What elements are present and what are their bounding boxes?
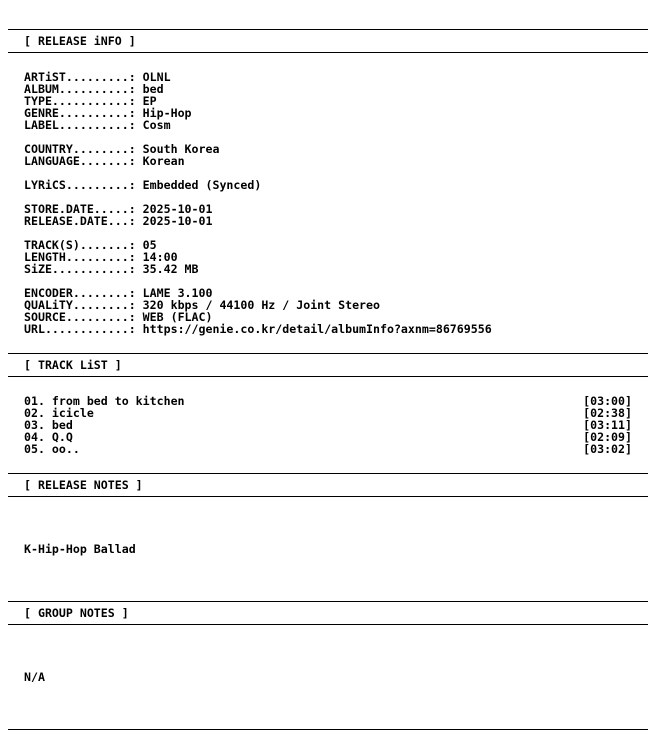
info-row [24,323,632,335]
section-title-group-notes: [ GROUP NOTES ] [24,606,129,620]
info-row [24,215,632,227]
track-duration: [03:11] [583,418,632,432]
track-row [24,407,632,419]
track-row [24,431,632,443]
info-value: Korean [142,154,185,168]
track-duration: [02:09] [583,430,632,444]
info-value: 14:00 [142,250,178,264]
info-row [24,119,632,131]
nfo-document [8,0,648,730]
info-value: LAME 3.100 [142,286,213,300]
info-key: TYPE...........: [24,94,143,108]
info-value: OLNL [142,70,171,84]
release-info-block [8,53,648,353]
info-value: WEB (FLAC) [142,310,213,324]
info-key: RELEASE.DATE...: [24,214,143,228]
info-value: 320 kbps / 44100 Hz / Joint Stereo [142,298,380,312]
info-key: QUALiTY........: [24,298,143,312]
info-value: 2025-10-01 [142,214,213,228]
info-key: GENRE..........: [24,106,143,120]
track-title: 03. bed [24,418,73,432]
track-title: 05. oo.. [24,442,80,456]
info-value: Embedded (Synced) [142,178,262,192]
section-title-release-notes: [ RELEASE NOTES ] [24,478,143,492]
group-notes-block [8,625,648,729]
info-key: COUNTRY........: [24,142,143,156]
info-value: 35.42 MB [142,262,199,276]
info-value: 05 [142,238,157,252]
track-row [24,395,632,407]
info-row [24,179,632,191]
info-key: LANGUAGE.......: [24,154,143,168]
track-title: 04. Q.Q [24,430,73,444]
section-title-track-list: [ TRACK LiST ] [24,358,122,372]
track-duration: [03:02] [583,442,632,456]
info-key: LENGTH.........: [24,250,143,264]
info-value: Hip-Hop [142,106,192,120]
info-key: SiZE...........: [24,262,143,276]
info-value: EP [142,94,157,108]
info-key: TRACK(S).......: [24,238,143,252]
track-title: 02. icicle [24,406,94,420]
info-key: ARTiST.........: [24,70,143,84]
info-key: ENCODER........: [24,286,143,300]
track-row [24,419,632,431]
info-key: ALBUM..........: [24,82,143,96]
track-list-block [8,377,648,473]
info-value: bed [142,82,164,96]
info-key: STORE.DATE.....: [24,202,143,216]
info-key: LYRiCS.........: [24,178,143,192]
info-key: LABEL..........: [24,118,143,132]
info-value: South Korea [142,142,220,156]
info-key: SOURCE.........: [24,310,143,324]
info-value: https://genie.co.kr/detail/albumInfo?axnm=86769556 [142,322,492,336]
info-value: Cosm [142,118,171,132]
section-title-release-info: [ RELEASE iNFO ] [24,34,136,48]
track-duration: [03:00] [583,394,632,408]
info-key: URL............: [24,322,143,336]
group-notes-text: N/A [24,670,45,684]
info-row [24,155,632,167]
release-notes-block [8,497,648,601]
info-row [24,263,632,275]
track-duration: [02:38] [583,406,632,420]
release-notes-text: K-Hip-Hop Ballad [24,542,136,556]
info-value: 2025-10-01 [142,202,213,216]
track-title: 01. from bed to kitchen [24,394,185,408]
track-row [24,443,632,455]
